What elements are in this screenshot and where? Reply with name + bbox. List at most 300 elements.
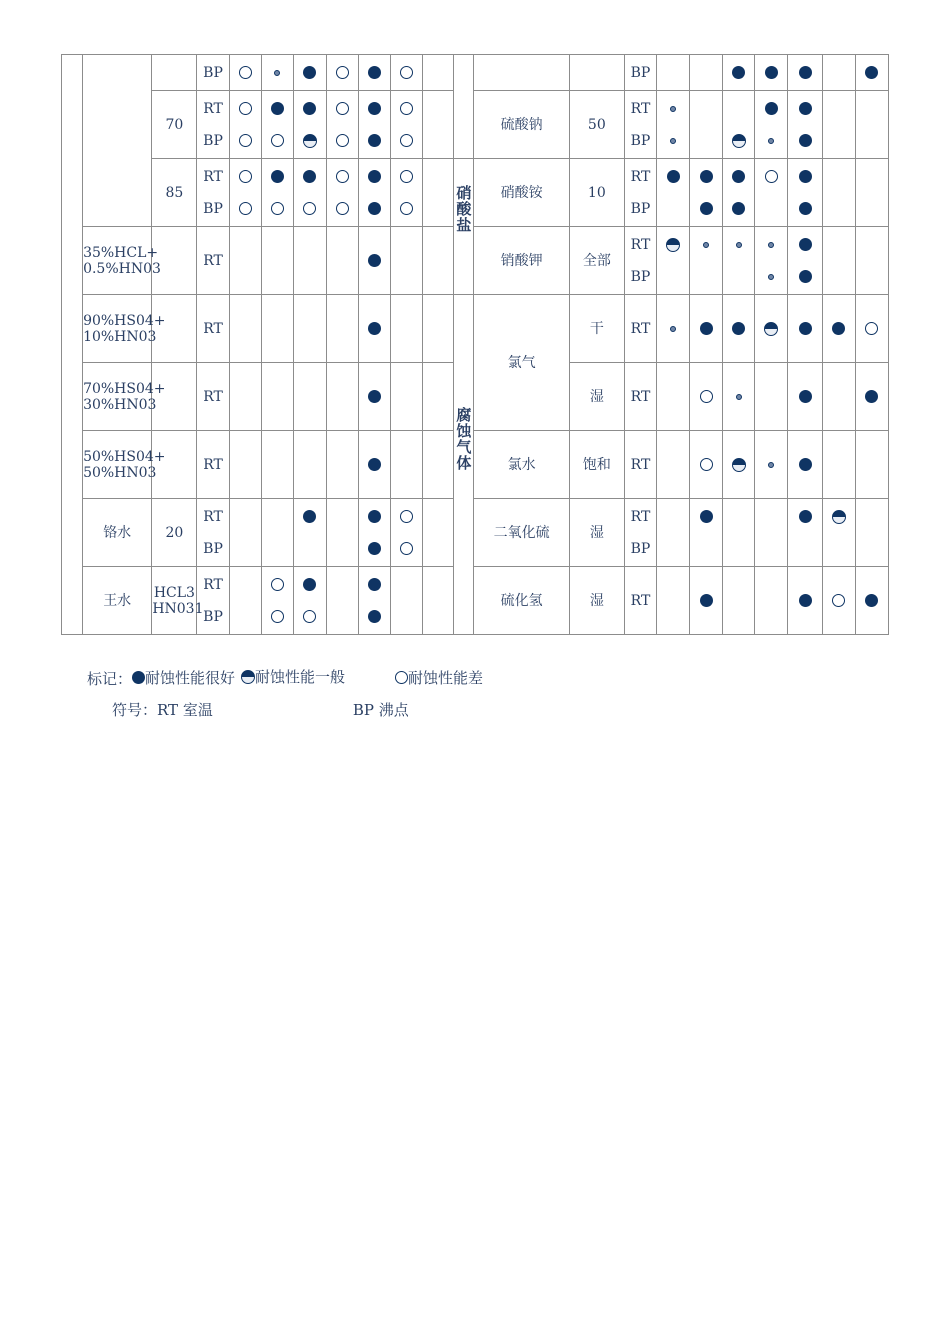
- good-marker-icon: [732, 322, 745, 335]
- medium-label: 销酸钾: [500, 252, 543, 269]
- poor-marker-icon: [400, 134, 413, 147]
- right-concentration-cell: [569, 91, 624, 159]
- left-medium-cell: [83, 567, 152, 635]
- good-marker-icon: [865, 390, 878, 403]
- symbol-bp: BP 沸点: [352, 701, 409, 719]
- small-marker-icon: [768, 138, 774, 144]
- right-medium-cell: [474, 295, 569, 431]
- rating-cell: [229, 91, 261, 159]
- concentration-label: HCL3 HN031: [152, 584, 204, 617]
- rating-cell: [359, 363, 391, 431]
- rating-cell: [855, 227, 888, 295]
- rating-cell: [359, 91, 391, 159]
- r-condition-cell: [624, 431, 656, 499]
- table-row: [62, 431, 889, 499]
- good-marker-icon: [303, 66, 316, 79]
- rating-cell: [359, 227, 391, 295]
- rating-cell: [229, 159, 261, 227]
- small-marker-icon: [768, 242, 774, 248]
- legend: [87, 666, 483, 690]
- rating-cell: [229, 431, 261, 499]
- good-marker-icon: [799, 102, 812, 115]
- average-marker-icon: [666, 238, 680, 252]
- good-marker-icon: [368, 458, 381, 471]
- left-medium-cell: [83, 55, 152, 227]
- rating-cell: [391, 55, 423, 91]
- r-condition-cell: [624, 499, 656, 567]
- rating-cell: [690, 227, 723, 295]
- left-medium-cell: [83, 431, 166, 499]
- rating-cell: [423, 91, 454, 159]
- average-marker-icon: [732, 134, 746, 148]
- rating-cell: [723, 295, 755, 363]
- rating-cell: [293, 431, 326, 499]
- poor-marker-icon: [400, 202, 413, 215]
- medium-label: 铬水: [103, 524, 132, 541]
- good-marker-icon: [368, 134, 381, 147]
- good-marker-icon: [271, 170, 284, 183]
- rating-cell: [657, 159, 690, 227]
- good-marker-icon: [832, 322, 845, 335]
- r-condition-cell: [624, 227, 656, 295]
- poor-marker-icon: [239, 66, 252, 79]
- good-marker-icon: [700, 202, 713, 215]
- small-marker-icon: [670, 326, 676, 332]
- legend-poor-label: 耐蚀性能差: [408, 668, 484, 687]
- rating-cell: [293, 91, 326, 159]
- table-row: [62, 91, 889, 159]
- table-row: [62, 159, 889, 227]
- rating-cell: [326, 159, 358, 227]
- rating-cell: [690, 295, 723, 363]
- rating-cell: [326, 363, 358, 431]
- medium-label: 氯水: [507, 456, 536, 473]
- rating-cell: [822, 91, 855, 159]
- left-concentration-cell: [152, 499, 197, 567]
- r-condition-cell: [624, 567, 656, 635]
- rating-cell: [657, 431, 690, 499]
- small-marker-icon: [670, 106, 676, 112]
- rating-cell: [423, 159, 454, 227]
- category-label: 腐蚀气体: [456, 406, 472, 472]
- poor-marker-icon: [271, 610, 284, 623]
- left-medium-cell: [83, 295, 166, 363]
- rating-cell: [822, 227, 855, 295]
- rating-cell: [657, 91, 690, 159]
- rating-cell: [755, 567, 788, 635]
- good-marker-icon: [799, 170, 812, 183]
- good-marker-icon: [303, 578, 316, 591]
- rating-cell: [423, 567, 454, 635]
- left-concentration-cell: [152, 431, 197, 499]
- table-row: [62, 295, 889, 363]
- rating-cell: [391, 567, 423, 635]
- good-marker-icon: [303, 170, 316, 183]
- l-condition-cell: [197, 227, 229, 295]
- rating-cell: [755, 431, 788, 499]
- good-marker-icon: [368, 254, 381, 267]
- condition-label: RT: [630, 168, 651, 185]
- rating-cell: [723, 431, 755, 499]
- rating-cell: [261, 363, 293, 431]
- legend-good-label: 耐蚀性能很好: [145, 668, 236, 687]
- rating-cell: [229, 227, 261, 295]
- good-marker-icon: [700, 510, 713, 523]
- rating-cell: [755, 227, 788, 295]
- rating-cell: [391, 363, 423, 431]
- l-condition-cell: [197, 431, 229, 499]
- rating-cell: [788, 295, 822, 363]
- rating-cell: [229, 55, 261, 91]
- good-marker-icon: [368, 322, 381, 335]
- condition-label: RT: [203, 388, 223, 405]
- l-condition-cell: [197, 363, 229, 431]
- rating-cell: [657, 55, 690, 91]
- rating-cell: [690, 91, 723, 159]
- rating-cell: [326, 499, 358, 567]
- poor-marker-icon: [700, 458, 713, 471]
- poor-marker-icon: [271, 578, 284, 591]
- rating-cell: [293, 499, 326, 567]
- condition-label: BP: [203, 200, 223, 217]
- rating-cell: [690, 431, 723, 499]
- rating-cell: [326, 91, 358, 159]
- good-marker-icon: [799, 322, 812, 335]
- l-condition-cell: [197, 499, 229, 567]
- rating-cell: [657, 363, 690, 431]
- poor-marker-icon: [336, 170, 349, 183]
- rating-cell: [690, 55, 723, 91]
- rating-cell: [855, 295, 888, 363]
- l-condition-cell: [197, 91, 229, 159]
- condition-label: RT: [630, 388, 651, 405]
- poor-marker-icon: [239, 134, 252, 147]
- rating-cell: [723, 55, 755, 91]
- condition-label: BP: [630, 268, 651, 285]
- poor-marker-icon: [271, 202, 284, 215]
- good-marker-icon: [368, 510, 381, 523]
- poor-marker-icon: [865, 322, 878, 335]
- right-medium-cell: [474, 431, 569, 499]
- left-concentration-cell: [152, 363, 197, 431]
- poor-marker-icon: [832, 594, 845, 607]
- good-marker-icon: [368, 170, 381, 183]
- good-marker-icon: [132, 671, 145, 684]
- rating-cell: [788, 159, 822, 227]
- condition-label: RT: [203, 508, 223, 525]
- rating-cell: [657, 227, 690, 295]
- good-marker-icon: [799, 510, 812, 523]
- rating-cell: [755, 295, 788, 363]
- table-row: [62, 567, 889, 635]
- good-marker-icon: [799, 66, 812, 79]
- left-concentration-cell: [152, 159, 197, 227]
- category-blank-cell: [454, 55, 474, 159]
- r-condition-cell: [624, 363, 656, 431]
- poor-marker-icon: [400, 542, 413, 555]
- medium-label: 35%HCL+ 0.5%HN03: [83, 244, 161, 277]
- right-medium-cell: [474, 159, 569, 227]
- medium-label: 70%HS04+ 30%HN03: [83, 380, 166, 413]
- good-marker-icon: [368, 578, 381, 591]
- left-concentration-cell: [152, 55, 197, 91]
- poor-marker-icon: [336, 134, 349, 147]
- good-marker-icon: [700, 322, 713, 335]
- medium-label: 90%HS04+ 10%HN03: [83, 312, 166, 345]
- rating-cell: [755, 159, 788, 227]
- good-marker-icon: [799, 594, 812, 607]
- right-medium-cell: [474, 55, 569, 91]
- good-marker-icon: [799, 238, 812, 251]
- concentration-label: 全部: [582, 252, 611, 269]
- rating-cell: [261, 55, 293, 91]
- poor-marker-icon: [395, 671, 408, 684]
- good-marker-icon: [700, 594, 713, 607]
- condition-label: RT: [203, 320, 223, 337]
- condition-label: BP: [630, 540, 651, 557]
- good-marker-icon: [732, 170, 745, 183]
- poor-marker-icon: [336, 202, 349, 215]
- right-concentration-cell: [569, 295, 624, 363]
- l-condition-cell: [197, 55, 229, 91]
- rating-cell: [690, 159, 723, 227]
- rating-cell: [723, 91, 755, 159]
- small-marker-icon: [736, 394, 742, 400]
- rating-cell: [822, 295, 855, 363]
- category-label: 硝酸盐: [456, 184, 472, 234]
- good-marker-icon: [765, 102, 778, 115]
- condition-label: BP: [630, 132, 651, 149]
- right-concentration-cell: [569, 567, 624, 635]
- rating-cell: [755, 499, 788, 567]
- left-medium-cell: [83, 227, 161, 295]
- rating-cell: [755, 55, 788, 91]
- rating-cell: [423, 295, 454, 363]
- medium-label: 王水: [103, 592, 132, 609]
- rating-cell: [822, 55, 855, 91]
- rating-cell: [261, 91, 293, 159]
- rating-cell: [229, 567, 261, 635]
- concentration-label: 湿: [589, 524, 604, 541]
- poor-marker-icon: [239, 102, 252, 115]
- rating-cell: [723, 159, 755, 227]
- rating-cell: [723, 567, 755, 635]
- rating-cell: [855, 567, 888, 635]
- rating-cell: [229, 295, 261, 363]
- concentration-label: 饱和: [582, 456, 611, 473]
- legend-average-label: 耐蚀性能一般: [255, 668, 346, 686]
- average-marker-icon: [303, 134, 317, 148]
- small-marker-icon: [703, 242, 709, 248]
- rating-cell: [293, 295, 326, 363]
- rating-cell: [855, 91, 888, 159]
- rating-cell: [391, 499, 423, 567]
- good-marker-icon: [799, 202, 812, 215]
- small-marker-icon: [768, 274, 774, 280]
- rating-cell: [423, 227, 454, 295]
- medium-label: 硫酸钠: [500, 116, 543, 133]
- rating-cell: [326, 295, 358, 363]
- rating-cell: [788, 363, 822, 431]
- good-marker-icon: [368, 542, 381, 555]
- rating-cell: [788, 55, 822, 91]
- good-marker-icon: [865, 594, 878, 607]
- rating-cell: [359, 499, 391, 567]
- small-marker-icon: [768, 462, 774, 468]
- rating-cell: [788, 499, 822, 567]
- right-concentration-cell: [569, 159, 624, 227]
- condition-label: RT: [203, 456, 223, 473]
- condition-label: BP: [203, 608, 223, 625]
- rating-cell: [690, 499, 723, 567]
- right-concentration-cell: [569, 363, 624, 431]
- average-marker-icon: [732, 458, 746, 472]
- right-medium-cell: [474, 567, 569, 635]
- average-marker-icon: [832, 510, 846, 524]
- rating-cell: [788, 431, 822, 499]
- rating-cell: [261, 159, 293, 227]
- left-medium-cell: [83, 363, 166, 431]
- r-condition-cell: [624, 91, 656, 159]
- rating-cell: [855, 159, 888, 227]
- poor-marker-icon: [239, 170, 252, 183]
- average-marker-icon: [241, 670, 255, 684]
- poor-marker-icon: [765, 170, 778, 183]
- rating-cell: [261, 499, 293, 567]
- rating-cell: [855, 55, 888, 91]
- rating-cell: [657, 295, 690, 363]
- right-medium-cell: [474, 499, 569, 567]
- good-marker-icon: [799, 134, 812, 147]
- rating-cell: [822, 499, 855, 567]
- condition-label: BP: [203, 540, 223, 557]
- rating-cell: [293, 567, 326, 635]
- rating-cell: [293, 363, 326, 431]
- rating-cell: [359, 159, 391, 227]
- rating-cell: [855, 363, 888, 431]
- good-marker-icon: [799, 458, 812, 471]
- rating-cell: [423, 363, 454, 431]
- good-marker-icon: [799, 270, 812, 283]
- rating-cell: [261, 431, 293, 499]
- condition-label: BP: [203, 64, 223, 81]
- rating-cell: [822, 159, 855, 227]
- concentration-label: 湿: [589, 592, 604, 609]
- right-concentration-cell: [569, 431, 624, 499]
- rating-cell: [788, 567, 822, 635]
- small-marker-icon: [670, 138, 676, 144]
- rating-cell: [423, 431, 454, 499]
- rating-cell: [788, 227, 822, 295]
- right-concentration-cell: [569, 499, 624, 567]
- rating-cell: [755, 363, 788, 431]
- concentration-label: 70: [165, 116, 184, 133]
- rating-cell: [855, 431, 888, 499]
- rating-cell: [822, 431, 855, 499]
- symbols-prefix: 符号：: [112, 701, 158, 719]
- right-concentration-cell: [569, 55, 624, 91]
- right-medium-cell: [474, 91, 569, 159]
- good-marker-icon: [732, 202, 745, 215]
- average-marker-icon: [764, 322, 778, 336]
- medium-label: 二氧化硫: [493, 524, 550, 541]
- medium-label: 硝酸铵: [500, 184, 543, 201]
- symbol-rt: RT 室温: [157, 701, 213, 719]
- category-cell-nitrate: [454, 159, 474, 295]
- rating-cell: [359, 295, 391, 363]
- good-marker-icon: [368, 610, 381, 623]
- r-condition-cell: [624, 159, 656, 227]
- rating-cell: [326, 431, 358, 499]
- category-cell-gas: [454, 295, 474, 635]
- good-marker-icon: [799, 390, 812, 403]
- rating-cell: [293, 227, 326, 295]
- condition-label: RT: [630, 320, 651, 337]
- rating-cell: [326, 55, 358, 91]
- poor-marker-icon: [400, 102, 413, 115]
- table-row: [62, 227, 889, 295]
- good-marker-icon: [368, 202, 381, 215]
- rating-cell: [391, 91, 423, 159]
- rating-cell: [326, 567, 358, 635]
- left-medium-cell: [83, 499, 152, 567]
- rating-cell: [359, 567, 391, 635]
- rating-cell: [261, 227, 293, 295]
- good-marker-icon: [865, 66, 878, 79]
- rating-cell: [261, 295, 293, 363]
- condition-label: RT: [203, 168, 223, 185]
- rating-cell: [822, 567, 855, 635]
- l-condition-cell: [197, 295, 229, 363]
- poor-marker-icon: [303, 202, 316, 215]
- condition-label: BP: [203, 132, 223, 149]
- good-marker-icon: [732, 66, 745, 79]
- r-condition-cell: [624, 295, 656, 363]
- good-marker-icon: [368, 390, 381, 403]
- r-condition-cell: [624, 55, 656, 91]
- rating-cell: [293, 159, 326, 227]
- rating-cell: [391, 227, 423, 295]
- condition-label: RT: [630, 456, 651, 473]
- rating-cell: [326, 227, 358, 295]
- good-marker-icon: [368, 102, 381, 115]
- good-marker-icon: [700, 170, 713, 183]
- rating-cell: [788, 91, 822, 159]
- left-concentration-cell: [152, 91, 197, 159]
- condition-label: BP: [630, 200, 651, 217]
- condition-label: BP: [630, 64, 651, 81]
- poor-marker-icon: [239, 202, 252, 215]
- good-marker-icon: [271, 102, 284, 115]
- condition-label: RT: [203, 576, 223, 593]
- rating-cell: [423, 499, 454, 567]
- poor-marker-icon: [700, 390, 713, 403]
- rating-cell: [822, 363, 855, 431]
- rating-cell: [723, 499, 755, 567]
- condition-label: RT: [630, 236, 651, 253]
- good-marker-icon: [765, 66, 778, 79]
- poor-marker-icon: [400, 66, 413, 79]
- rating-cell: [229, 499, 261, 567]
- outer-blank-cell: [62, 55, 83, 635]
- rating-cell: [359, 431, 391, 499]
- rating-cell: [755, 91, 788, 159]
- rating-cell: [359, 55, 391, 91]
- left-concentration-cell: [152, 295, 197, 363]
- condition-label: RT: [630, 592, 651, 609]
- right-medium-cell: [474, 227, 569, 295]
- condition-label: RT: [630, 508, 651, 525]
